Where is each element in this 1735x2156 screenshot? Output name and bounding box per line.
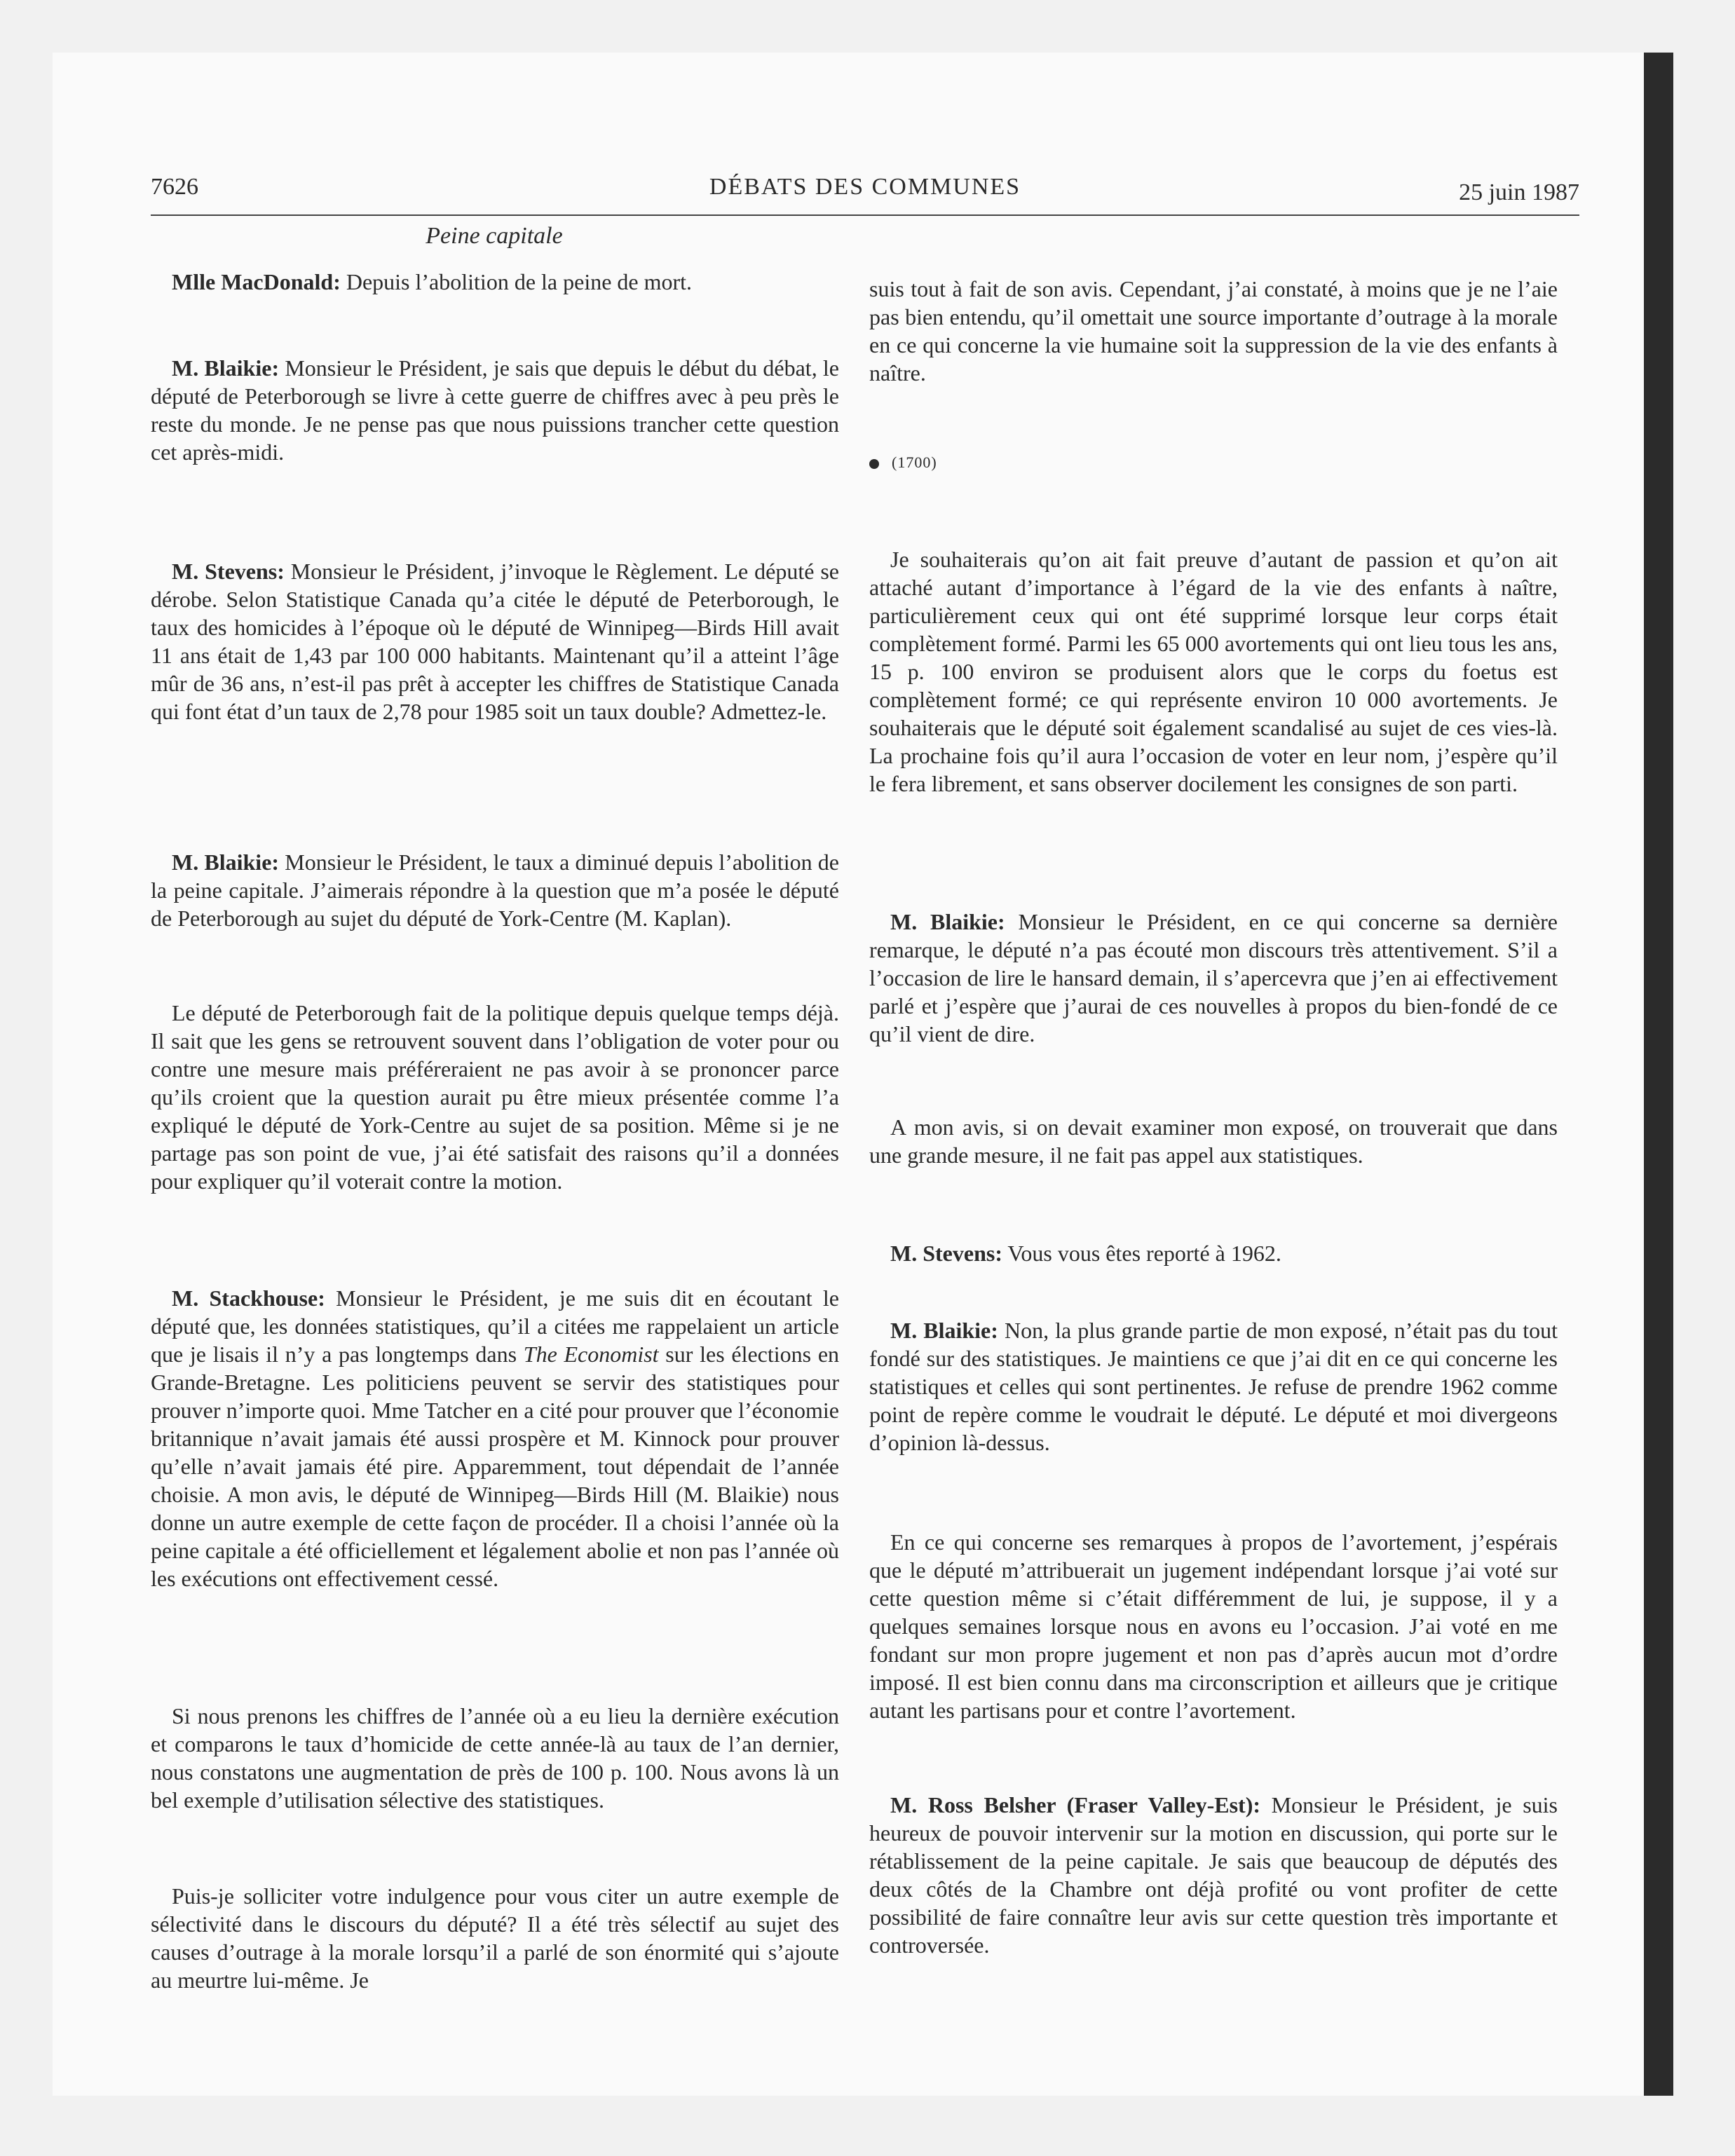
paragraph [151, 999, 839, 1195]
speaker-name: M. Blaikie: [172, 850, 280, 875]
paragraph-text: Puis-je solliciter votre indulgence pour vous citer un autre exemple de sélectivité dans le discours du député? Il a été très sélectif au sujet des causes d’outrage à la morale lorsqu’il a parlé de son énormité qui s’ajoute au meurtre lui-même. Je [151, 1883, 839, 1993]
paragraph-text: En ce qui concerne ses remarques à propos de l’avortement, j’espérais que le député m’attribuerait un jugement indépendant lorsque j’ai voté sur cette question même si c’était différemment de lui, je suppose, il y a quelques semaines lorsque nous en avons eu l’occasion. J’ai voté en me fondant sur mon propre jugement et non pas d’après aucun mot d’ordre imposé. Il est bien connu dans ma circonscription et ailleurs que je critique autant les partisans pour et contre l’avortement. [869, 1529, 1558, 1723]
section-subhead: Peine capitale [426, 223, 563, 249]
speaker-name: Mlle MacDonald: [172, 269, 341, 294]
paragraph [151, 268, 839, 296]
time-marker-text: (1700) [892, 453, 937, 471]
paragraph-text: Non, la plus grande partie de mon exposé, n’était pas du tout fondé sur des statistiques. Je maintiens ce que j’ai dit en ce qui concerne les statistiques et celles qui sont pertinentes. Je refuse de prendre 1962 comme point de repère comme le voudrait le député. Le député et moi divergeons d’opinion là-dessus. [869, 1318, 1558, 1455]
paragraph [151, 557, 839, 725]
paragraph-text: Monsieur le Président, le taux a diminué depuis l’abolition de la peine capitale. J’aimerais répondre à la question que m’a posée le député de Peterborough au sujet du député de York-Centre (M. Kaplan). [151, 850, 840, 931]
speaker-name: M. Blaikie: [890, 1318, 998, 1343]
paragraph-text: A mon avis, si on devait examiner mon exposé, on trouverait que dans une grande mesure, il ne fait pas appel aux statistiques. [869, 1114, 1558, 1168]
speaker-name: M. Blaikie: [890, 909, 1005, 934]
page-header [151, 174, 1579, 216]
publication-name: The Economist [523, 1342, 659, 1367]
paragraph-text: Vous vous êtes reporté à 1962. [1002, 1241, 1281, 1266]
paragraph-text: Depuis l’abolition de la peine de mort. [340, 269, 693, 294]
paragraph [151, 1284, 839, 1592]
bullet-icon [869, 459, 879, 469]
paragraph-text: Monsieur le Président, en ce qui concerne sa dernière remarque, le député n’a pas écouté mon discours très attentivement. S’il a l’occasion de lire le hansard demain, il s’apercevra que j’en ai effectivement parlé et j’espère que j’aurai de ces nouvelles à propos du bien-fondé de ce qu’il vient de dire. [869, 909, 1558, 1046]
paragraph [869, 1316, 1558, 1456]
paragraph [869, 1791, 1558, 1959]
publication-title: DÉBATS DES COMMUNES [709, 174, 1021, 200]
page-number: 7626 [151, 174, 198, 200]
paragraph [869, 1528, 1558, 1724]
paragraph [869, 908, 1558, 1048]
paragraph [869, 545, 1558, 798]
speaker-name: M. Stackhouse: [172, 1285, 325, 1311]
paragraph-text: Si nous prenons les chiffres de l’année où a eu lieu la dernière exécution et comparons le taux d’homicide de cette année-là au taux de l’an dernier, nous constatons une augmentation de près de 100 p. 100. Nous avons là un bel exemple d’utilisation sélective des statistiques. [151, 1703, 839, 1813]
paragraph [151, 848, 839, 932]
scan-border [1644, 53, 1673, 2096]
page-date: 25 juin 1987 [1459, 179, 1579, 205]
paragraph-text: Monsieur le Président, je sais que depuis le début du débat, le député de Peterborough se livre à cette guerre de chiffres avec à peu près le reste du monde. Je ne pense pas que nous puissions trancher cette question cet après-midi. [151, 355, 840, 465]
paragraph [869, 1239, 1558, 1267]
paragraph-text: Monsieur le Président, je me suis dit en écoutant le député que, les données statistiques, qu’il a citées me rappelaient un article que je lisais il n’y a pas longtemps dans [151, 1285, 840, 1367]
speaker-name: M. Stevens: [172, 559, 285, 584]
paragraph-text: Le député de Peterborough fait de la politique depuis quelque temps déjà. Il sait que les gens se retrouvent souvent dans l’obligation de voter pour ou contre une mesure mais préféreraient ne pas avoir à se prononcer parce qu’ils croient que la question aurait pu être mieux présentée comme l’a expliqué le député de York-Centre au sujet de sa position. Même si je ne partage pas son point de vue, j’ai été satisfait des raisons qu’il a données pour expliquer qu’il voterait contre la motion. [151, 1000, 839, 1194]
paragraph [151, 1702, 839, 1814]
paragraph [151, 1882, 839, 1994]
paragraph-text: Monsieur le Président, je suis heureux de pouvoir intervenir sur la motion en discussion, qui porte sur le rétablissement de la peine capitale. Je sais que beaucoup de députés des deux côtés de la Chambre ont déjà profité ou vont profiter de cette possibilité de faire connaître leur avis sur cette question très importante et controversée. [869, 1792, 1558, 1958]
paragraph-text: Je souhaiterais qu’on ait fait preuve d’autant de passion et qu’on ait attaché autant d’importance à l’égard de la vie des enfants à naître, particulièrement ceux qui ont été supprimé lorsque leur corps était complètement formé. Parmi les 65 000 avortements qui ont lieu tous les ans, 15 p. 100 environ se produisent alors que le corps du foetus est complètement formé; ce qui représente environ 10 000 avortements. Je souhaiterais que le député soit également scandalisé au sujet de ces vies-là. La prochaine fois qu’il aura l’occasion de voter en leur nom, j’espère qu’il le fera librement, et sans observer docilement les consignes de son parti. [869, 547, 1558, 796]
speaker-name: M. Ross Belsher (Fraser Valley-Est): [890, 1792, 1261, 1817]
paragraph-text: Monsieur le Président, j’invoque le Règlement. Le député se dérobe. Selon Statistique Canada qu’a citée le député de Peterborough, le taux des homicides à l’époque où le député de Winnipeg—Birds Hill avait 11 ans était de 1,43 par 100 000 habitants. Maintenant qu’il a atteint l’âge mûr de 36 ans, n’est-il pas prêt à accepter les chiffres de Statistique Canada qui font état d’un taux de 2,78 pour 1985 soit un taux double? Admettez-le. [151, 559, 840, 724]
paragraph-text: sur les élections en Grande-Bretagne. Les politiciens peuvent se servir des statistiques pour prouver n’importe quoi. Mme Tatcher en a cité pour prouver que l’économie britannique n’avait jamais été aussi prospère et M. Kinnock pour prouver qu’elle n’avait jamais été pire. Apparemment, tout dépendait de l’année choisie. A mon avis, le député de Winnipeg—Birds Hill (M. Blaikie) nous donne un autre exemple de cette façon de procéder. Il a choisi l’année où la peine capitale a été officiellement et légalement abolie et non pas l’année où les exécutions ont effectivement cessé. [151, 1342, 840, 1591]
paragraph [869, 275, 1558, 387]
speaker-name: M. Stevens: [890, 1241, 1002, 1266]
paragraph-text: suis tout à fait de son avis. Cependant, j’ai constaté, à moins que je ne l’aie pas bien entendu, qu’il omettait une source importante d’outrage à la morale en ce qui concerne la vie humaine soit la suppression de la vie des enfants à naître. [869, 276, 1558, 386]
paragraph [151, 354, 839, 466]
paragraph [869, 1113, 1558, 1169]
time-marker [869, 449, 937, 477]
speaker-name: M. Blaikie: [172, 355, 280, 381]
